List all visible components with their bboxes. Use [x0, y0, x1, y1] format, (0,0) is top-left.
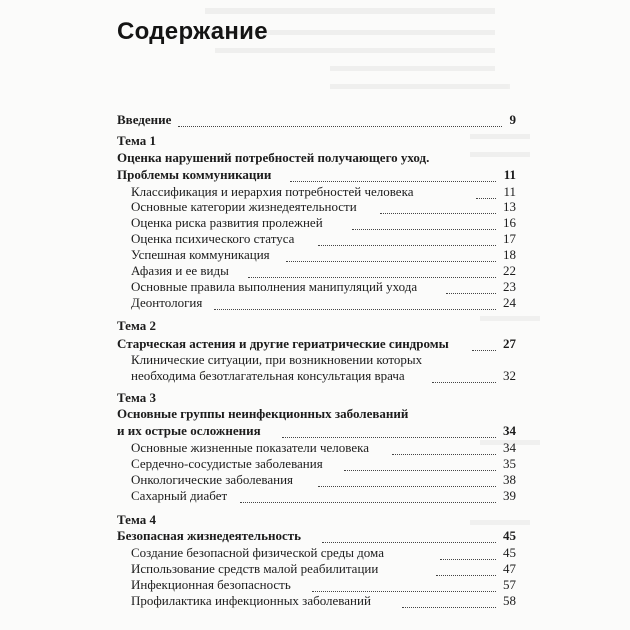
toc-entry-label: необходима безотлагательная консультация врача: [131, 368, 405, 383]
toc-entry-page: 35: [503, 456, 516, 471]
dot-leader: [322, 541, 496, 543]
toc-entry-label: Оценка психического статуса: [131, 231, 295, 246]
toc-entry-label: Сахарный диабет: [131, 488, 228, 503]
toc-entry-page: 24: [503, 295, 516, 310]
topic-title: Оценка нарушений потребностей получающего уход.: [117, 150, 430, 165]
toc-entry-label: Создание безопасной физической среды дома: [131, 545, 384, 560]
dot-leader: [392, 453, 496, 455]
dot-leader: [318, 485, 496, 487]
topic-label: Тема 1: [117, 133, 156, 148]
toc-entry-page: 27: [503, 336, 516, 351]
dot-leader: [476, 197, 496, 199]
toc-entry-page: 13: [503, 199, 516, 214]
toc-entry-label: Классификация и иерархия потребностей человека: [131, 184, 414, 199]
dot-leader: [352, 228, 496, 230]
toc-entry-page: 18: [503, 247, 516, 262]
topic-title: и их острые осложнения: [117, 423, 261, 438]
toc-entry-page: 11: [503, 184, 516, 199]
toc-entry-label: Основные жизненные показатели человека: [131, 440, 370, 455]
dot-leader: [312, 590, 496, 592]
dot-leader: [286, 260, 496, 262]
toc-entry-label: Клинические ситуации, при возникновении которых: [131, 352, 423, 367]
toc-entry-label: Профилактика инфекционных заболеваний: [131, 593, 371, 608]
topic-label: Тема 4: [117, 512, 156, 527]
dot-leader: [402, 606, 496, 608]
toc-entry-label: Основные категории жизнедеятельности: [131, 199, 357, 214]
toc-entry-page: 58: [503, 593, 516, 608]
toc-entry-page: 47: [503, 561, 516, 576]
dot-leader: [290, 180, 496, 182]
toc-entry-label: Основные правила выполнения манипуляций ухода: [131, 279, 418, 294]
toc-entry-page: 34: [503, 440, 516, 455]
page-title: Содержание: [117, 18, 268, 45]
topic-title: Основные группы неинфекционных заболеваний: [117, 406, 409, 421]
toc-entry-page: 16: [503, 215, 516, 230]
toc-entry-page: 38: [503, 472, 516, 487]
toc-entry-label: Онкологические заболевания: [131, 472, 294, 487]
dot-leader: [318, 244, 496, 246]
toc-entry-page: 17: [503, 231, 516, 246]
toc-entry-label: Оценка риска развития пролежней: [131, 215, 323, 230]
toc-entry-page: 57: [503, 577, 516, 592]
toc-entry-label: Деонтология: [131, 295, 203, 310]
topic-label: Тема 3: [117, 390, 156, 405]
toc-entry-page: 22: [503, 263, 516, 278]
dot-leader: [380, 212, 496, 214]
dot-leader: [472, 349, 496, 351]
dot-leader: [436, 574, 496, 576]
toc-entry-page: 11: [503, 167, 516, 182]
toc-entry-label: Успешная коммуникация: [131, 247, 270, 262]
toc-entry-label: Сердечно-сосудистые заболевания: [131, 456, 323, 471]
dot-leader: [248, 276, 496, 278]
toc-entry-page: 45: [503, 545, 516, 560]
toc-entry-page: 34: [503, 423, 516, 438]
topic-label: Тема 2: [117, 318, 156, 333]
toc-entry-page: 39: [503, 488, 516, 503]
dot-leader: [282, 436, 496, 438]
dot-leader: [432, 381, 496, 383]
topic-title: Проблемы коммуникации: [117, 167, 272, 182]
toc-entry-label: Афазия и ее виды: [131, 263, 229, 278]
dot-leader: [440, 558, 496, 560]
toc-entry-page: 23: [503, 279, 516, 294]
toc-entry-page: 9: [509, 112, 516, 127]
topic-title: Безопасная жизнедеятельность: [117, 528, 301, 543]
toc-entry-label: Использование средств малой реабилитации: [131, 561, 379, 576]
toc-entry-label: Введение: [117, 112, 172, 127]
toc-entry-label: Инфекционная безопасность: [131, 577, 291, 592]
toc-entry-page: 45: [503, 528, 516, 543]
dot-leader: [240, 501, 496, 503]
dot-leader: [344, 469, 496, 471]
dot-leader: [446, 292, 496, 294]
dot-leader: [178, 125, 502, 127]
toc-entry-page: 32: [503, 368, 516, 383]
dot-leader: [214, 308, 496, 310]
topic-title: Старческая астения и другие гериатрические синдромы: [117, 336, 449, 351]
